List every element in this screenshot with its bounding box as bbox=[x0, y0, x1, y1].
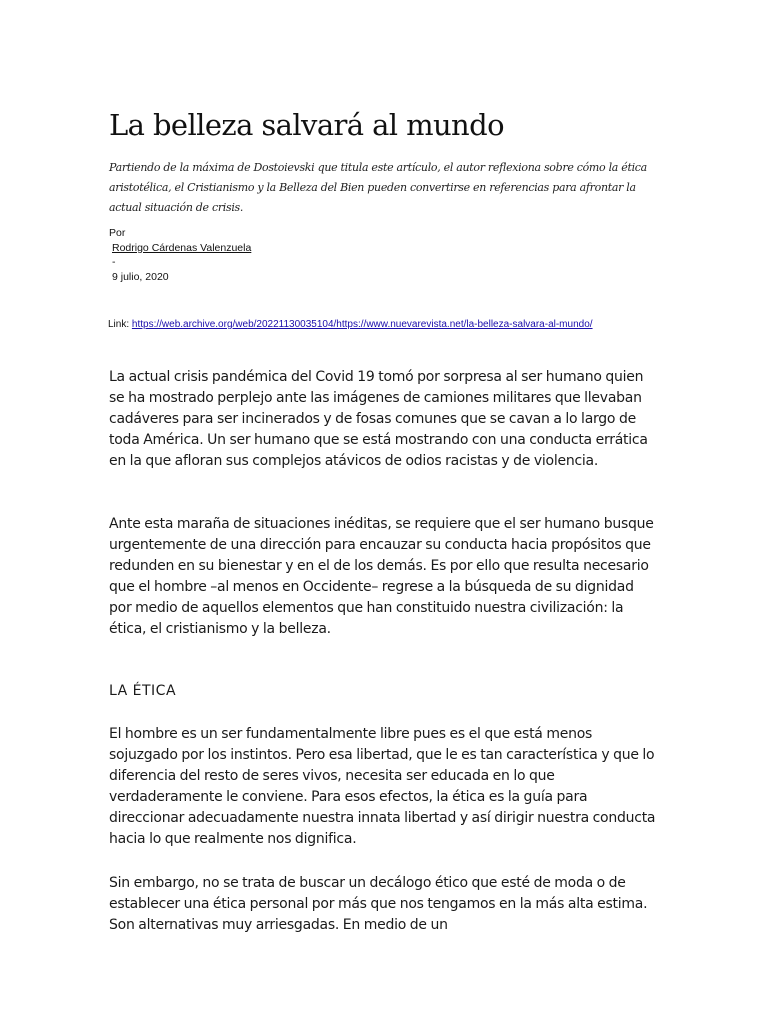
source-label: Link: bbox=[108, 319, 130, 330]
author-link[interactable]: Rodrigo Cárdenas Valenzuela bbox=[112, 241, 252, 254]
byline bbox=[109, 226, 251, 284]
source-url-link[interactable]: https://web.archive.org/web/20221130035104/https://www.nuevarevista.net/la-belleza-salvara-al-mundo/ bbox=[131, 319, 593, 330]
article-title: La belleza salvará al mundo bbox=[109, 108, 504, 142]
section-heading-etica: LA ÉTICA bbox=[109, 683, 177, 699]
paragraph-1: La actual crisis pandémica del Covid 19 tomó por sorpresa al ser humano quien se ha mostrado perplejo ante las imágenes de camiones militares que llevaban cadáveres para ser incinerados y de fosas comunes que se cavan a lo largo de toda América. Un ser humano que se está mostrando con una conducta errática en la que afloran sus complejos atávicos de odios racistas y de violencia. bbox=[109, 369, 648, 469]
paragraph-3: El hombre es un ser fundamentalmente libre pues es el que está menos sojuzgado por los instintos. Pero esa libertad, que le es tan característica y que lo diferencia del resto de seres vivos, necesita ser educada en lo que verdaderamente le conviene. Para esos efectos, la ética es la guía para direccionar adecuadamente nuestra innata libertad y así dirigir nuestra conducta hacia lo que realmente nos dignifica. bbox=[109, 726, 656, 847]
byline-prefix: Por bbox=[109, 227, 126, 239]
publish-date: 9 julio, 2020 bbox=[112, 270, 169, 283]
byline-separator: - bbox=[112, 256, 116, 268]
source-link-line bbox=[108, 319, 593, 330]
paragraph-4: Sin embargo, no se trata de buscar un decálogo ético que esté de moda o de establecer una ética personal por más que nos tengamos en la más alta estima. Son alternativas muy arriesgadas. En medio de un bbox=[109, 875, 648, 933]
article-subtitle: Partiendo de la máxima de Dostoievski que titula este artículo, el autor reflexiona sobre cómo la ética aristotélica, el Cristianismo y la Belleza del Bien pueden convertirse en referencias para afrontar la actual situación de crisis. bbox=[109, 161, 647, 214]
paragraph-2: Ante esta maraña de situaciones inéditas, se requiere que el ser humano busque urgentemente de una dirección para encauzar su conducta hacia propósitos que redunden en su bienestar y en el de los demás. Es por ello que resulta necesario que el hombre –al menos en Occidente– regrese a la búsqueda de su dignidad por medio de aquellos elementos que han constituido nuestra civilización: la ética, el cristianismo y la belleza. bbox=[109, 516, 654, 637]
